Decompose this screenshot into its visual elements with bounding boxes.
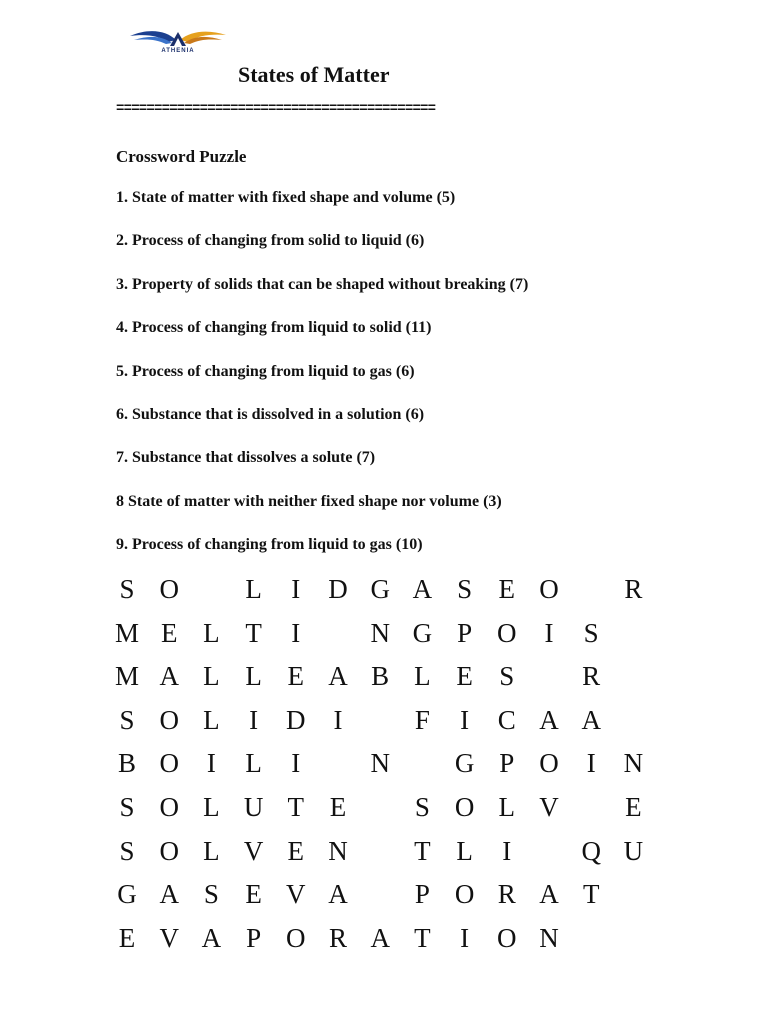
grid-letter: P xyxy=(246,922,262,953)
grid-letter: S xyxy=(119,835,135,866)
grid-letter: I xyxy=(333,704,343,735)
grid-letter: L xyxy=(245,661,262,692)
grid-letter: O xyxy=(454,879,475,910)
grid-letter: I xyxy=(206,748,216,779)
grid-letter: A xyxy=(370,922,390,953)
grid-letter: L xyxy=(203,791,220,822)
grid-letter: A xyxy=(159,879,179,910)
grid-letter: O xyxy=(539,574,559,604)
clue-1: 1. State of matter with fixed shape and volume (5) xyxy=(116,189,456,206)
grid-letter: E xyxy=(287,661,305,692)
grid-letter: A xyxy=(328,879,348,910)
grid-letter: O xyxy=(286,922,306,953)
grid-letter: L xyxy=(245,748,262,779)
grid-letter: I xyxy=(291,748,301,779)
grid-letter: S xyxy=(203,879,219,910)
wings-logo-icon xyxy=(128,26,228,50)
grid-letter: V xyxy=(159,922,179,953)
grid-letter: V xyxy=(243,835,264,866)
clue-5: 5. Process of changing from liquid to gas (6) xyxy=(116,362,415,380)
grid-letter: I xyxy=(460,922,470,953)
page-title: States of Matter xyxy=(238,62,390,87)
grid-letter: S xyxy=(457,574,473,604)
clue-6: 6. Substance that is dissolved in a solution (6) xyxy=(116,405,425,423)
grid-letter: A xyxy=(201,922,222,953)
grid-letter: C xyxy=(497,704,516,735)
grid-letter: O xyxy=(159,748,179,779)
grid-letter: L xyxy=(203,661,220,692)
divider-rule: ========================================== xyxy=(116,103,436,115)
grid-letter: I xyxy=(249,704,259,735)
grid-letter: N xyxy=(370,617,390,648)
grid-letter: R xyxy=(624,574,643,604)
grid-letter: S xyxy=(119,574,135,604)
grid-letter: A xyxy=(412,574,433,604)
grid-letter: F xyxy=(414,704,430,735)
grid-letter: I xyxy=(502,835,512,866)
clue-9: 9. Process of changing from liquid to gas (10) xyxy=(116,536,423,554)
grid-letter: T xyxy=(245,617,262,648)
grid-letter: L xyxy=(203,835,220,866)
clue-4: 4. Process of changing from liquid to solid (11) xyxy=(116,319,432,337)
grid-letter: U xyxy=(243,791,264,822)
grid-letter: Q xyxy=(581,835,601,866)
grid-letter: E xyxy=(498,574,516,604)
athenia-logo xyxy=(128,26,228,58)
grid-letter: O xyxy=(454,791,475,822)
grid-letter: L xyxy=(456,835,473,866)
grid-letter: T xyxy=(287,791,305,822)
grid-letter: B xyxy=(371,661,390,692)
grid-letter: T xyxy=(582,879,600,910)
grid-letter: L xyxy=(498,791,516,822)
grid-letter: V xyxy=(286,879,306,910)
grid-letter: G xyxy=(370,574,390,604)
grid-letter: V xyxy=(539,791,559,822)
grid-letter: O xyxy=(159,704,179,735)
grid-letter: E xyxy=(245,879,262,910)
clue-7: 7. Substance that dissolves a solute (7) xyxy=(116,449,376,467)
grid-letter: E xyxy=(625,791,642,822)
logo-wordmark: ATHENIA xyxy=(161,48,195,54)
grid-letter: R xyxy=(328,922,347,953)
grid-letter: N xyxy=(370,748,390,779)
grid-letter: I xyxy=(291,617,301,648)
grid-letter: O xyxy=(159,835,179,866)
clue-list xyxy=(116,189,528,580)
grid-letter: T xyxy=(414,922,431,953)
grid-letter: R xyxy=(497,879,516,910)
grid-letter: O xyxy=(159,791,179,822)
grid-letter: O xyxy=(539,748,559,779)
grid-letter: N xyxy=(328,835,348,866)
grid-letter: E xyxy=(287,835,305,866)
grid-letter: A xyxy=(539,704,559,735)
grid-letter: D xyxy=(328,574,348,604)
grid-letter: O xyxy=(497,922,517,953)
grid-letter: G xyxy=(454,748,475,779)
grid-letter: B xyxy=(117,748,136,779)
grid-letter: E xyxy=(456,661,473,692)
clue-3: 3. Property of solids that can be shaped without breaking (7) xyxy=(116,275,529,293)
grid-letter: R xyxy=(582,661,601,692)
grid-letter: E xyxy=(329,791,347,822)
grid-letter: A xyxy=(328,661,348,692)
grid-letter: L xyxy=(414,661,431,692)
grid-letter: U xyxy=(623,835,644,866)
grid-letter: D xyxy=(286,704,306,735)
grid-letter: O xyxy=(497,617,517,648)
grid-letter: I xyxy=(544,617,554,648)
grid-letter: P xyxy=(499,748,515,779)
grid-letter: E xyxy=(160,617,178,648)
grid-letter: M xyxy=(114,617,139,648)
grid-letter: A xyxy=(159,661,179,692)
grid-letter: P xyxy=(457,617,473,648)
clue-8: 8 State of matter with neither fixed shape nor volume (3) xyxy=(116,492,502,510)
grid-letter: N xyxy=(539,922,559,953)
grid-letter: S xyxy=(499,661,515,692)
grid-letter: S xyxy=(414,791,430,822)
grid-letter: S xyxy=(583,617,599,648)
grid-letter: O xyxy=(159,574,179,604)
grid-letter: S xyxy=(119,791,135,822)
puzzle-subtitle: Crossword Puzzle xyxy=(116,147,247,166)
grid-letter: A xyxy=(539,879,559,910)
clue-2: 2. Process of changing from solid to liquid (6) xyxy=(116,232,425,250)
grid-letter: L xyxy=(203,704,220,735)
grid-letter: I xyxy=(460,704,470,735)
grid-letter: P xyxy=(414,879,430,910)
grid-letter: G xyxy=(412,617,433,648)
grid-letter: I xyxy=(291,574,301,604)
grid-letter: N xyxy=(623,748,644,779)
grid-letter: L xyxy=(203,617,220,648)
grid-letter: M xyxy=(114,661,139,692)
grid-letter: E xyxy=(118,922,136,953)
grid-letter: T xyxy=(414,835,431,866)
grid-letter: A xyxy=(581,704,601,735)
grid-letter: I xyxy=(586,748,596,779)
grid-letter: L xyxy=(245,574,262,604)
grid-letter: S xyxy=(119,704,135,735)
grid-letter: G xyxy=(117,879,137,910)
